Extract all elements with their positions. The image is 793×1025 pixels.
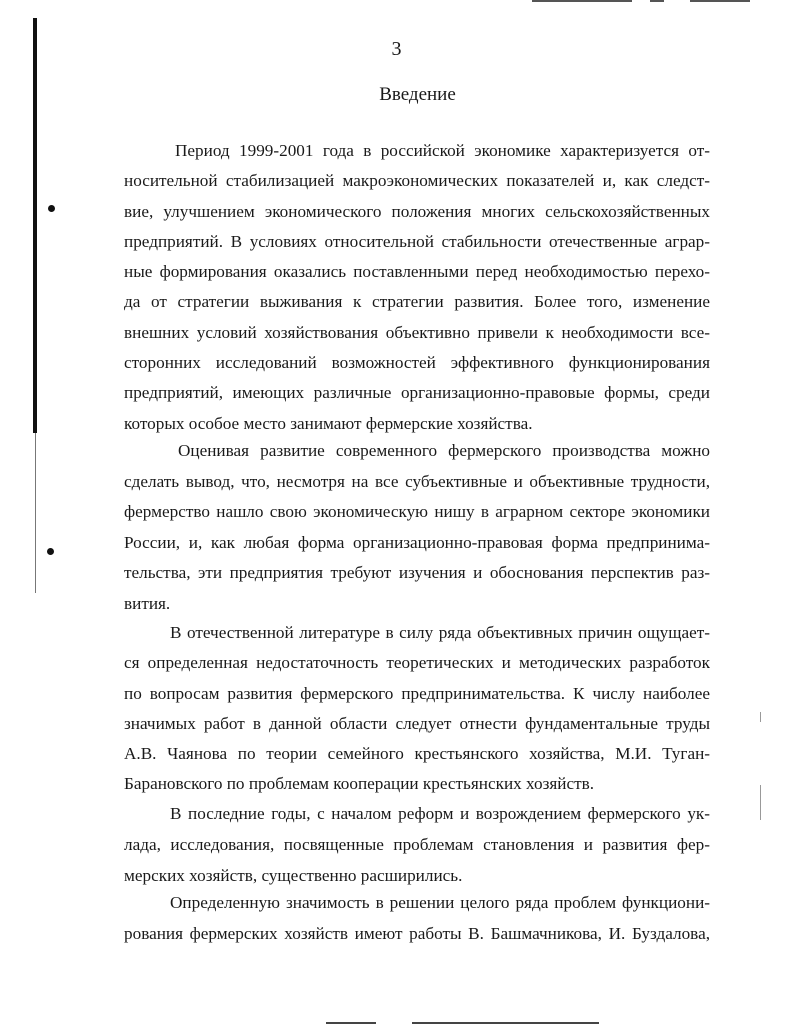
text-line: Оценивая развитие современного фермерского производства можно [178, 441, 710, 460]
text-line: по вопросам развития фермерского предпринимательства. К числу наиболее [124, 683, 710, 703]
right-margin-dash [760, 785, 761, 820]
text-line: мерских хозяйств, существенно расширились. [124, 866, 463, 885]
margin-bar-faint [35, 433, 36, 593]
paragraph [124, 136, 710, 439]
scan-mark [47, 548, 54, 555]
text-line: сторонних исследований возможностей эффективного функционирования [124, 353, 710, 373]
paragraph [124, 618, 710, 800]
text-line: Барановского по проблемам кооперации крестьянских хозяйств. [124, 774, 595, 794]
text-line: Определенную значимость в решении целого ряда проблем функциони- [170, 893, 710, 912]
text-line: ные формирования оказались поставленными перед необходимостью перехо- [124, 262, 710, 282]
bottom-edge-rule [412, 1022, 599, 1024]
text-line: сделать вывод, что, несмотря на все субъективные и объективные трудности, [124, 471, 710, 491]
text-line: В отечественной литературе в силу ряда объективных причин ощущает- [170, 623, 710, 642]
text-line: носительной стабилизацией макроэкономических показателей и, как следст- [124, 171, 710, 191]
text-line: тельства, эти предприятия требуют изучения и обоснования перспектив раз- [124, 563, 710, 582]
text-line: предприятий. В условиях относительной стабильности отечественные аграр- [124, 231, 710, 251]
top-edge-rule [532, 0, 632, 2]
page-number: 3 [391, 38, 402, 60]
text-line: В последние годы, с началом реформ и возрождением фермерского ук- [170, 804, 710, 823]
top-edge-rule [690, 0, 750, 2]
text-line: да от стратегии выживания к стратегии развития. Более того, изменение [124, 292, 710, 312]
scan-mark [48, 205, 55, 212]
text-line: внешних условий хозяйствования объективно привели к необходимости все- [124, 322, 710, 342]
bottom-edge-rule [326, 1022, 376, 1024]
text-line: значимых работ в данной области следует отнести фундаментальные труды [124, 713, 710, 733]
margin-bar [33, 18, 37, 433]
text-line: фермерство нашло свою экономическую нишу в аграрном секторе экономики [124, 502, 710, 521]
text-line: рования фермерских хозяйств имеют работы В. Башмачникова, И. Буздалова, [124, 923, 710, 943]
paragraph [124, 888, 710, 949]
top-edge-rule [650, 0, 664, 2]
paragraph [124, 436, 710, 619]
page-title: Введение [379, 84, 456, 105]
text-line: которых особое место занимают фермерские хозяйства. [124, 413, 533, 433]
text-line: России, и, как любая форма организационно-правовая форма предпринима- [124, 532, 710, 552]
text-line: лада, исследования, посвященные проблемам становления и развития фер- [124, 835, 710, 854]
paragraph [124, 798, 710, 891]
text-line: ся определенная недостаточность теоретических и методических разработок [124, 653, 710, 673]
text-line: предприятий, имеющих различные организационно-правовые формы, среди [124, 383, 710, 403]
right-margin-dash [760, 712, 761, 722]
text-line: вития. [124, 593, 171, 613]
text-line: А.В. Чаянова по теории семейного крестьянского хозяйства, М.И. Туган- [124, 744, 710, 764]
text-line: Период 1999-2001 года в российской экономике характеризуется от- [175, 141, 710, 160]
text-line: вие, улучшением экономического положения многих сельскохозяйственных [124, 201, 710, 221]
